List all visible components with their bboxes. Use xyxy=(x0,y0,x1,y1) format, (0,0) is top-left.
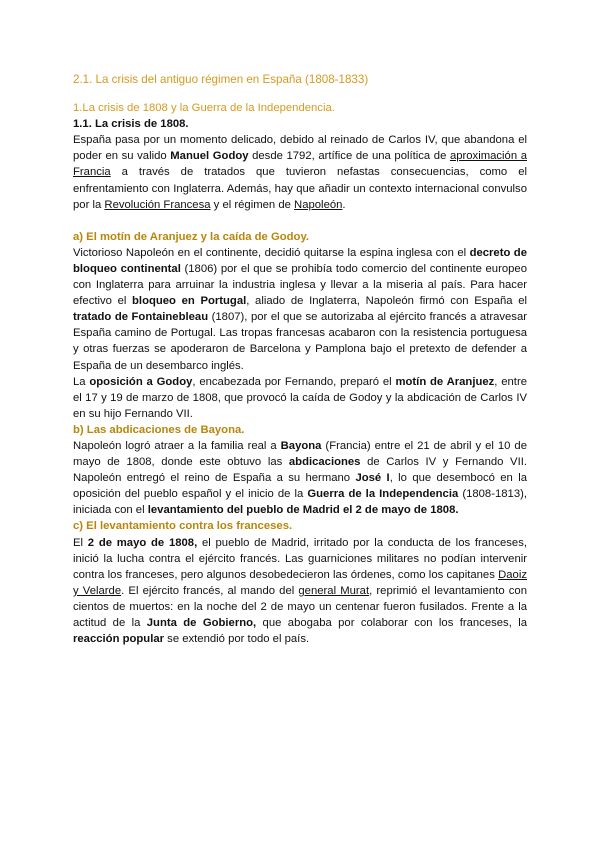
document-title: 2.1. La crisis del antiguo régimen en España (1808-1833) xyxy=(73,73,369,86)
section-heading-levantamiento: c) El levantamiento contra los franceses. xyxy=(73,520,293,533)
paragraph-levantamiento: El 2 de mayo de 1808, el pueblo de Madrid, irritado por la conducta de los franceses, inició la lucha contra el ejército francés. Las guarniciones militares no podían intervenir contra los franceses, pero algunos desobedecieron las órdenes, como los capitanes Daoiz y Velarde. El ejército francés, al mando del general Murat, reprimió el levantamiento con cientos de muertos: en la noche del 2 de mayo un centenar fueron fusilados. Frente a la actitud de la Junta de Gobierno, que abogaba por colaborar con los franceses, la reacción popular se extendió por todo el país. xyxy=(73,536,527,646)
paragraph-oposicion-godoy: La oposición a Godoy, encabezada por Fernando, preparó el motín de Aranjuez, entre el 17 y 19 de marzo de 1808, que provocó la caída de Godoy y la abdicación de Carlos IV en su hijo Fernando VII. xyxy=(73,375,527,420)
section-heading-motin-aranjuez: a) El motín de Aranjuez y la caída de Godoy. xyxy=(73,230,310,243)
link-general-murat: general Murat xyxy=(298,584,370,597)
link-aproximacion-francia: aproximación a Francia xyxy=(73,150,527,179)
paragraph-bloqueo-continental: Victorioso Napoleón en el continente, decidió quitarse la espina inglesa con el decreto de bloqueo continental (1806) por el que se prohibía todo comercio del continente europeo con Inglaterra para arruinar la industria inglesa y llevar a la miseria al país. Para hacer efectivo el bloqueo en Portugal, aliado de Inglaterra, Napoleón firmó con España el tratado de Fontainebleau (1807), por el que se autorizaba al ejército francés a atravesar España camino de Portugal. Las tropas francesas acabaron con la resistencia portuguesa y otras fuerzas se apoderaron de Barcelona y Pamplona bajo el pretexto de defender a España de un desembarco inglés. xyxy=(73,246,527,372)
document-page xyxy=(73,72,527,647)
section-heading-crisis-1808: 1.1. La crisis de 1808. xyxy=(73,118,189,131)
section-heading-abdicaciones-bayona: b) Las abdicaciones de Bayona. xyxy=(73,423,245,436)
paragraph-crisis-1808: España pasa por un momento delicado, debido al reinado de Carlos IV, que abandona el poder en su valido Manuel Godoy desde 1792, artífice de una política de aproximación a Francia a través de tratados que tuvieron nefastas consecuencias, como el enfrentamiento con Inglaterra. Además, hay que añadir un contexto internacional convulso por la Revolución Francesa y el régimen de Napoleón. xyxy=(73,134,527,211)
paragraph-abdicaciones-bayona: Napoleón logró atraer a la familia real a Bayona (Francia) entre el 21 de abril y el 10 de mayo de 1808, donde este obtuvo las abdicaciones de Carlos IV y Fernando VII. Napoleón entregó el reino de España a su hermano José I, lo que desembocó en la oposición del pueblo español y el inicio de la Guerra de la Independencia (1808-1813), iniciada con el levantamiento del pueblo de Madrid el 2 de mayo de 1808. xyxy=(73,439,528,517)
link-revolucion-francesa: Revolución Francesa xyxy=(104,198,211,211)
link-daoiz-velarde: Daoiz y Velarde xyxy=(73,568,527,597)
link-napoleon: Napoleón xyxy=(294,198,343,211)
chapter-subtitle: 1.La crisis de 1808 y la Guerra de la Independencia. xyxy=(73,102,335,115)
